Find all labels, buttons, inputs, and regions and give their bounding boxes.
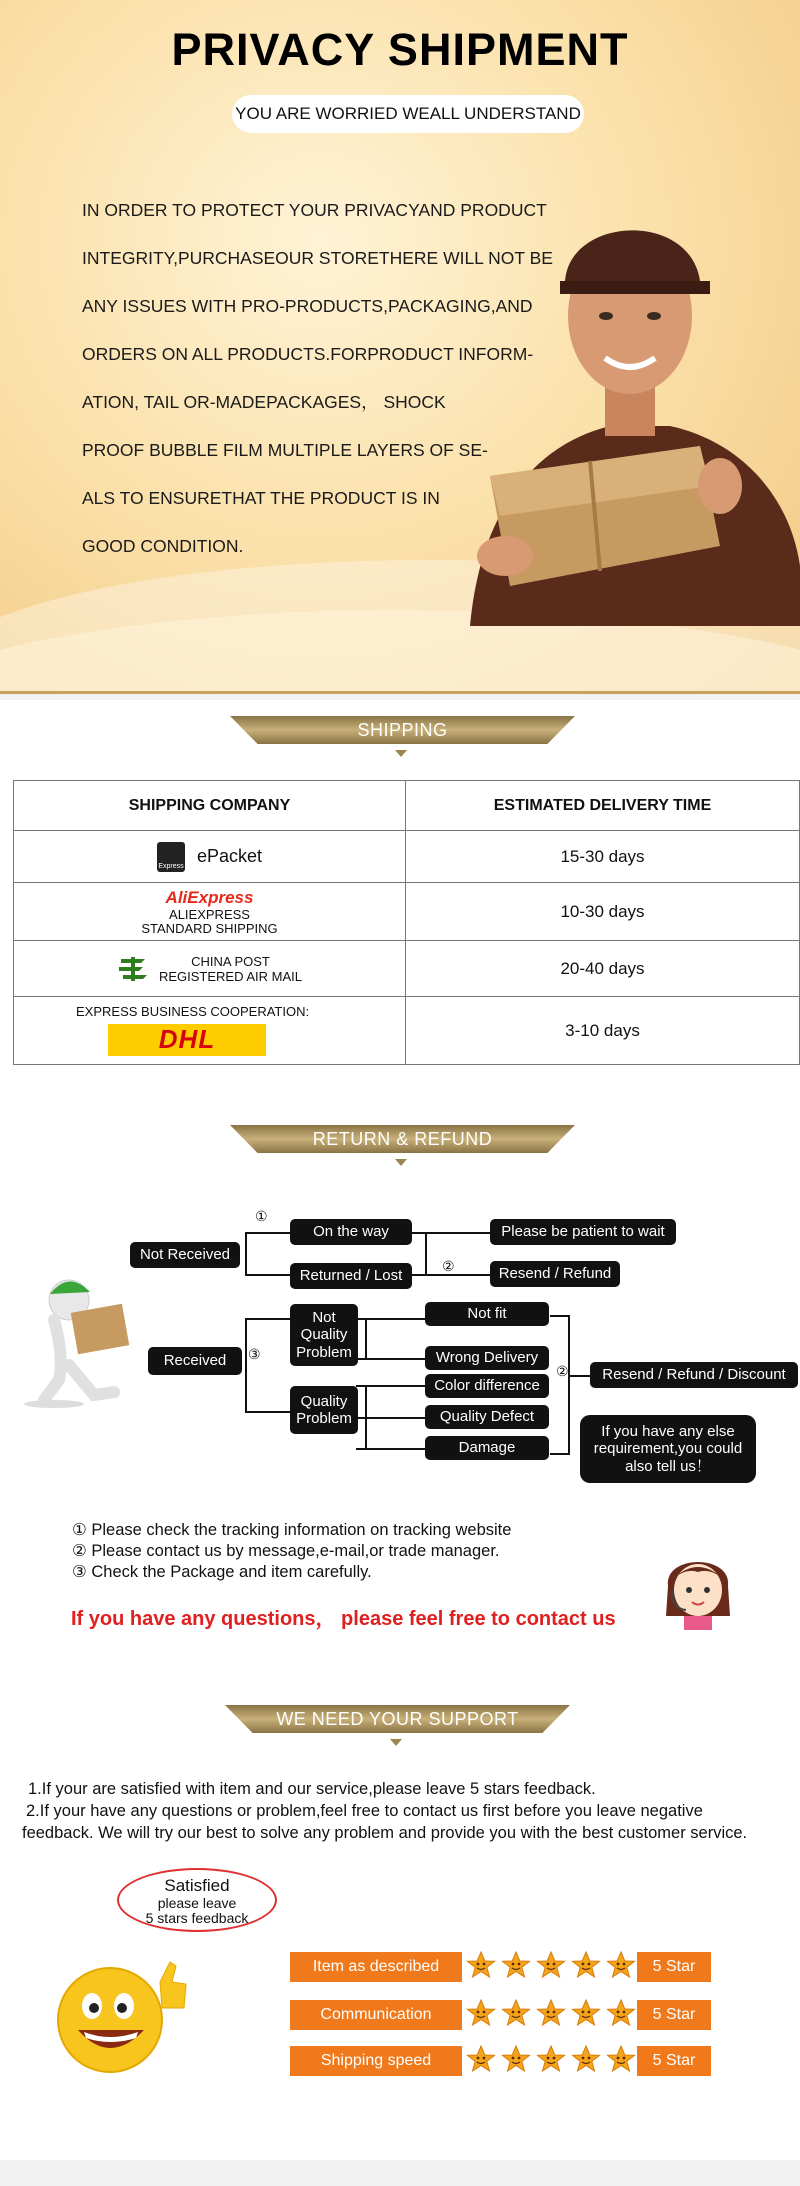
shipping-table: [13, 780, 800, 1065]
delivery-time: 10-30 days: [406, 883, 800, 941]
step-mark: ③: [248, 1346, 261, 1362]
support-header-text: WE NEED YOUR SUPPORT: [276, 1709, 519, 1729]
support-line: feedback. We will try our best to solve any problem and provide you with the best customer service.: [22, 1824, 748, 1842]
step-mark: ②: [556, 1363, 569, 1379]
carrier-cell: [14, 941, 406, 997]
star-icon: [501, 1950, 531, 1985]
refund-note: ② Please contact us by message,e-mail,or trade manager.: [72, 1542, 500, 1560]
banner-line: IN ORDER TO PROTECT YOUR PRIVACYAND PRODUCT: [82, 200, 547, 220]
be-patient-node: Please be patient to wait: [490, 1219, 676, 1245]
received-node: Received: [148, 1347, 242, 1375]
shipping-header: [230, 716, 575, 752]
star-icon: [501, 1998, 531, 2033]
table-header-row: [14, 781, 800, 831]
resend-refund-discount-node: Resend / Refund / Discount: [590, 1362, 798, 1388]
quality-problem-node: Quality Problem: [290, 1386, 358, 1434]
bubble-title: Satisfied: [164, 1876, 230, 1895]
carrier-name: ALIEXPRESS: [169, 906, 250, 922]
support-header: [225, 1705, 570, 1741]
color-difference-node: Color difference: [425, 1374, 549, 1398]
table-row: [14, 997, 800, 1065]
star-icon: [571, 1998, 601, 2033]
rating-value: 5 Star: [637, 1952, 711, 1982]
refund-header-text: RETURN & REFUND: [312, 1129, 493, 1149]
star-icon: [536, 2044, 566, 2079]
refund-header: [230, 1125, 575, 1161]
star-icon: [571, 2044, 601, 2079]
privacy-shipment-banner: [0, 0, 800, 694]
star-icon: [466, 2044, 496, 2079]
table-row: [14, 883, 800, 941]
rating-stars: [466, 2046, 636, 2076]
column-header-time: ESTIMATED DELIVERY TIME: [406, 781, 800, 831]
carrier-title: EXPRESS BUSINESS COOPERATION:: [76, 1003, 310, 1019]
runner-with-box-image: [14, 1270, 154, 1410]
on-the-way-node: On the way: [290, 1219, 412, 1245]
rating-label: Item as described: [290, 1952, 462, 1982]
chevron-down-icon: [390, 1739, 402, 1746]
rating-value: 5 Star: [637, 2000, 711, 2030]
star-icon: [606, 1998, 636, 2033]
delivery-time: 20-40 days: [406, 941, 800, 997]
banner-line: ORDERS ON ALL PRODUCTS.FORPRODUCT INFORM-: [82, 344, 534, 364]
support-line: 2.If your have any questions or problem,feel free to contact us first before you leave negative: [26, 1802, 703, 1820]
bubble-line: 5 stars feedback: [145, 1910, 249, 1926]
star-icon: [536, 1950, 566, 1985]
courier-with-box-image: [410, 186, 800, 626]
banner-line: ATION, TAIL OR-MADEPACKAGES， SHOCK: [82, 392, 446, 412]
quality-defect-node: Quality Defect: [425, 1405, 549, 1429]
else-requirement-note: If you have any else requirement,you could also tell us！: [580, 1415, 756, 1483]
aliexpress-logo: AliExpress: [165, 887, 254, 907]
satisfied-bubble: [117, 1868, 277, 1932]
step-mark: ②: [442, 1258, 455, 1274]
rating-label: Shipping speed: [290, 2046, 462, 2076]
step-mark: ①: [255, 1208, 268, 1224]
rating-label: Communication: [290, 2000, 462, 2030]
carrier-cell: [14, 831, 406, 883]
banner-line: GOOD CONDITION.: [82, 536, 244, 556]
delivery-time: 15-30 days: [406, 831, 800, 883]
carrier-service: REGISTERED AIR MAIL: [158, 968, 303, 984]
banner-line: INTEGRITY,PURCHASEOUR STORETHERE WILL NOT BE: [82, 248, 553, 268]
resend-refund-node: Resend / Refund: [490, 1261, 620, 1287]
star-icon: [466, 1950, 496, 1985]
returned-lost-node: Returned / Lost: [290, 1263, 412, 1289]
table-row: [14, 831, 800, 883]
carrier-cell: [14, 883, 406, 941]
star-icon: [571, 1950, 601, 1985]
rating-value: 5 Star: [637, 2046, 711, 2076]
star-icon: [501, 2044, 531, 2079]
star-icon: [536, 1998, 566, 2033]
delivery-time: 3-10 days: [406, 997, 800, 1065]
refund-note: ③ Check the Package and item carefully.: [72, 1563, 372, 1581]
bubble-line: please leave: [157, 1895, 237, 1911]
column-header-company: SHIPPING COMPANY: [14, 781, 406, 831]
banner-line: ANY ISSUES WITH PRO-PRODUCTS,PACKAGING,AND: [82, 296, 533, 316]
carrier-name: ePacket: [196, 846, 263, 866]
china-post-logo-icon: [117, 953, 149, 985]
refund-note: ① Please check the tracking information on tracking website: [72, 1521, 512, 1539]
customer-service-avatar: [660, 1546, 736, 1630]
rating-stars: [466, 2000, 636, 2030]
not-received-node: Not Received: [130, 1242, 240, 1268]
chevron-down-icon: [395, 1159, 407, 1166]
dhl-logo: DHL: [108, 1024, 266, 1056]
contact-us-text: If you have any questions， please feel free to contact us: [71, 1608, 616, 1630]
epacket-logo: Express: [157, 842, 185, 872]
support-line: 1.If your are satisfied with item and our service,please leave 5 stars feedback.: [28, 1780, 596, 1798]
star-icon: [466, 1998, 496, 2033]
shipping-header-text: SHIPPING: [357, 720, 448, 740]
banner-line: PROOF BUBBLE FILM MULTIPLE LAYERS OF SE-: [82, 440, 488, 460]
carrier-name: CHINA POST: [191, 953, 270, 969]
not-quality-problem-node: Not Quality Problem: [290, 1304, 358, 1366]
table-row: [14, 941, 800, 997]
smiley-thumbs-up-icon: [52, 1958, 192, 2078]
wrong-delivery-node: Wrong Delivery: [425, 1346, 549, 1370]
not-fit-node: Not fit: [425, 1302, 549, 1326]
rating-stars: [466, 1952, 636, 1982]
damage-node: Damage: [425, 1436, 549, 1460]
banner-tagline: YOU ARE WORRIED WEALL UNDERSTAND: [232, 95, 584, 133]
carrier-service: STANDARD SHIPPING: [141, 920, 278, 936]
banner-line: ALS TO ENSURETHAT THE PRODUCT IS IN: [82, 488, 440, 508]
carrier-cell: [14, 997, 406, 1065]
banner-title: PRIVACY SHIPMENT: [171, 24, 629, 75]
chevron-down-icon: [395, 750, 407, 757]
star-icon: [606, 2044, 636, 2079]
star-icon: [606, 1950, 636, 1985]
